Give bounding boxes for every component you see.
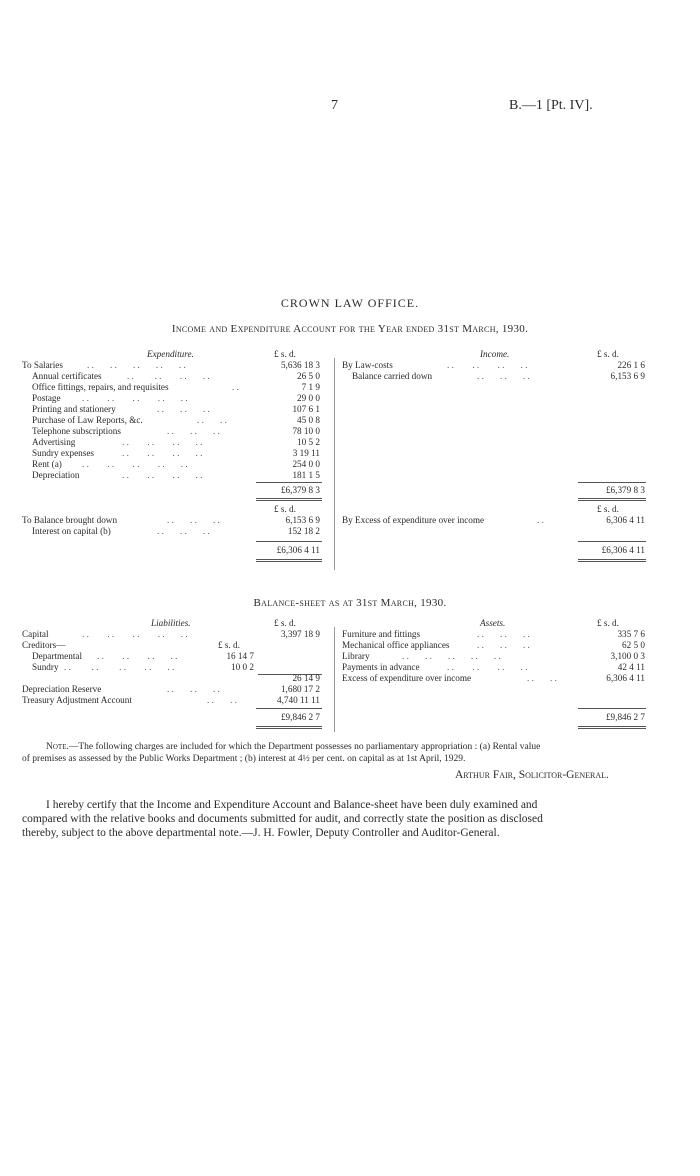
assets-currency-header: £ s. d. [597,618,619,628]
column-divider [334,358,335,570]
expenditure-heading: Expenditure. [147,349,194,359]
list-item: Mechanical office appliances . . . . . . [342,640,530,650]
expenditure-amounts [250,360,320,481]
income-heading: Income. [480,349,510,359]
rule [256,541,322,542]
second-income-amounts [575,515,645,526]
list-item: Sundry expenses . . . . . . . . [32,448,203,458]
income-list [342,360,572,382]
amount: 5,636 18 3 [280,360,320,370]
list-item: By Law-costs . . . . . . . . [342,360,528,370]
amount: 335 7 6 [617,629,645,639]
list-item: Printing and stationery . . . . . . [32,404,210,414]
list-item: Telephone subscriptions . . . . . . [32,426,220,436]
second-expenditure-total: £6,306 4 11 [276,545,320,555]
list-item: Advertising . . . . . . . . [32,437,203,447]
amount: 29 0 0 [297,393,320,403]
sundry-amount: 10 0 2 [231,662,254,672]
list-item: Creditors— [22,640,66,650]
amount: 3 19 11 [292,448,320,458]
list-item: Interest on capital (b) . . . . . . [32,526,210,536]
income-currency-header: £ s. d. [597,349,619,359]
amount: 226 1 6 [617,360,645,370]
note-line-2: of premises as assessed by the Public Works Department ; (b) interest at 4½ per cent. on capital as at 1st April, 1929. [22,754,466,764]
page-number: 7 [331,98,338,113]
double-rule [256,559,322,562]
amount: 107 6 1 [292,404,320,414]
liabilities-heading: Liabilities. [151,618,191,628]
page-reference: B.—1 [Pt. IV]. [509,98,593,113]
rule [578,482,646,483]
list-item: To Salaries . . . . . . . . . . [22,360,186,370]
list-item: Balance carried down . . . . . . [352,371,530,381]
list-item: Depreciation Reserve . . . . . . [22,684,220,694]
amount: 181 1 5 [292,470,320,480]
income-currency-header-2: £ s. d. [597,504,619,514]
amount: 10 5 2 [297,437,320,447]
list-item: Purchase of Law Reports, &c. . . . . [32,415,227,425]
assets-amounts [575,629,645,684]
amount: 26 5 0 [297,371,320,381]
liabilities-total: £9,846 2 7 [280,712,320,722]
second-income-list [342,515,572,526]
amount: 78 10 0 [292,426,320,436]
list-item: Excess of expenditure over income . . . . [342,673,557,683]
list-item: Sundry . . . . . . . . . . [32,662,175,672]
amount: 6,306 4 11 [606,515,645,525]
balance-sheet-subtitle: Balance-sheet as at 31st March, 1930. [253,597,447,609]
double-rule [578,498,646,501]
rule [256,708,322,709]
list-item: Depreciation . . . . . . . . [32,470,203,480]
assets-list [342,629,572,684]
certificate-line-2: compared with the relative books and documents submitted for audit, and correctly state the position as disclosed [22,813,543,825]
creditors-total: 26 14 9 [292,673,320,683]
column-divider [334,627,335,732]
second-expenditure-amounts [250,515,320,537]
list-item: Furniture and fittings . . . . . . [342,629,530,639]
list-item: Rent (a) . . . . . . . . . . [32,459,188,469]
list-item: Payments in advance . . . . . . . . [342,662,528,672]
list-item: Annual certificates . . . . . . . . [32,371,210,381]
amount: 62 5 0 [622,640,645,650]
note-prefix: Note. [46,742,69,752]
list-item: To Balance brought down . . . . . . [22,515,220,525]
list-item: Departmental . . . . . . . . [32,651,178,661]
expenditure-list [22,360,272,481]
list-item: Capital . . . . . . . . . . [22,629,188,639]
certificate-line-1: I hereby certify that the Income and Expenditure Account and Balance-sheet have been duly examined and [46,799,538,811]
list-item: Office fittings, repairs, and requisites . . [32,382,239,392]
expenditure-total: £6,379 8 3 [280,485,320,495]
double-rule [256,498,322,501]
creditors-sub-header: £ s. d. [218,640,240,650]
certificate-line-3: thereby, subject to the above departmental note.—J. H. Fowler, Deputy Controller and Auditor-General. [22,827,500,839]
list-item: Library . . . . . . . . . . [342,651,501,661]
amount: 45 0 8 [297,415,320,425]
rule [256,482,322,483]
list-item: Treasury Adjustment Account . . . . [22,695,237,705]
amount: 6,153 6 9 [285,515,320,525]
note-line-1 [46,741,540,753]
amount: 6,306 4 11 [606,673,645,683]
rule [578,541,646,542]
amount: 7 1 9 [301,382,320,392]
assets-total: £9,846 2 7 [605,712,645,722]
list-item: By Excess of expenditure over income . . [342,515,544,525]
amount: 152 18 2 [287,526,320,536]
treasury-amount: 4,740 11 11 [277,695,320,705]
expenditure-currency-header-2: £ s. d. [274,504,296,514]
depreciation-amount: 1,680 17 2 [280,684,320,694]
signature: Arthur Fair, Solicitor-General. [455,769,609,781]
departmental-amount: 16 14 7 [226,651,254,661]
second-expenditure-list [22,515,272,537]
amount: 3,100 0 3 [610,651,645,661]
expenditure-currency-header: £ s. d. [274,349,296,359]
liabilities-currency-header: £ s. d. [274,618,296,628]
second-income-total: £6,306 4 11 [601,545,645,555]
double-rule [256,726,322,729]
income-amounts [575,360,645,382]
rule [578,708,646,709]
page-title: CROWN LAW OFFICE. [280,296,420,310]
double-rule [578,559,646,562]
note-text: —The following charges are included for which the Department possesses no parliamentary appropriation : (a) Rental value [68,742,541,752]
list-item [22,673,272,684]
income-account-subtitle: Income and Expenditure Account for the Year ended 31st March, 1930. [171,323,529,335]
double-rule [578,726,646,729]
amount: 42 4 11 [617,662,645,672]
amount: 254 0 0 [292,459,320,469]
assets-heading: Assets. [480,618,506,628]
income-total: £6,379 8 3 [605,485,645,495]
capital-amount: 3,397 18 9 [280,629,320,639]
amount: 6,153 6 9 [610,371,645,381]
list-item: Postage . . . . . . . . . . [32,393,188,403]
